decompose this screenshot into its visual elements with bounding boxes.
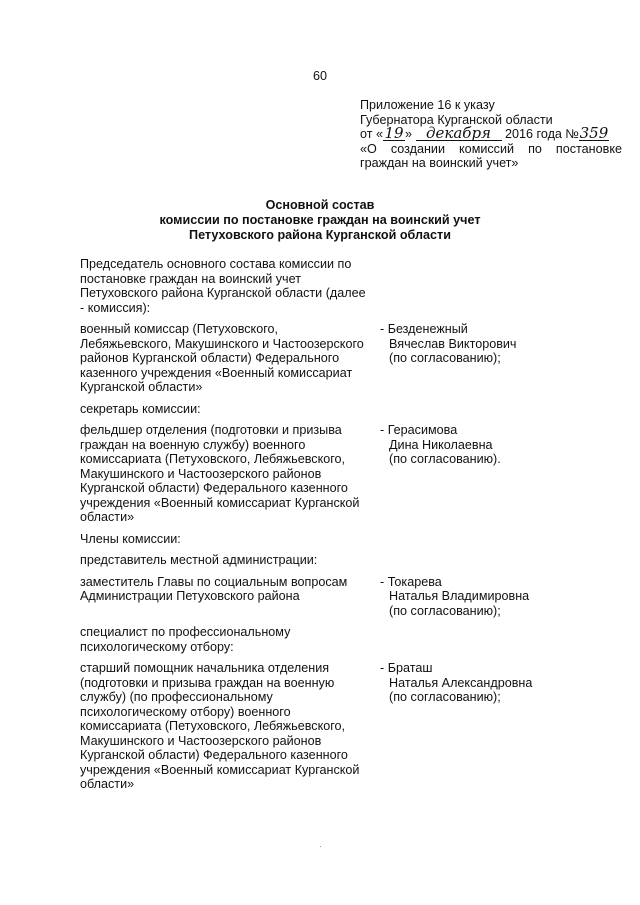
title-line-1: Основной состав [265, 198, 375, 212]
page-number: 60 [312, 69, 327, 83]
chairman-name: Вячеслав Викторович [389, 336, 517, 351]
members-heading: Члены комиссии: [80, 531, 181, 546]
chairman-position: военный комиссар (Петуховского, Лебяжьевского, Макушинского и Частоозерского районов Курганской области) Федерального казенного учреждения «Военный комиссариат Курганской области» [80, 322, 364, 394]
handwritten-day: 19 [384, 124, 404, 142]
chairman-surname: - Безденежный [380, 322, 468, 336]
deputy-surname: - Токарева [380, 574, 442, 589]
psych-heading: специалист по профессиональному психологическому отбору: [80, 625, 291, 654]
local-admin-heading: представитель местной администрации: [80, 553, 318, 567]
chairman-row [80, 322, 620, 395]
scan-speck [320, 846, 321, 847]
chairman-person [372, 322, 620, 395]
secretary-note: (по согласованию). [389, 452, 501, 466]
appendix-line-2: Губернатора Курганской области [360, 112, 553, 127]
psych-position: старший помощник начальника отделения (подготовки и призыва граждан на военную службу) (по профессиональному психологическому отбору) военного комиссариата (Петуховского, Лебяжьевского, Макушинского и Частоозерского районов Курганской области) Федерального казенного учреждения «Военный комиссариат Курганской области» [80, 661, 360, 791]
deputy-name: Наталья Владимировна [389, 589, 530, 603]
composition-list [80, 257, 620, 792]
deputy-row [80, 575, 620, 619]
document-title [0, 198, 640, 243]
secretary-person [372, 423, 620, 525]
deputy-person [372, 575, 620, 619]
chairman-heading: Председатель основного состава комиссии по постановке граждан на воинский учет Петуховского района Курганской области (далее - комиссия): [80, 257, 366, 315]
deputy-note: (по согласованию); [389, 603, 501, 618]
psych-person [372, 661, 620, 792]
secretary-heading: секретарь комиссии: [80, 401, 201, 416]
secretary-surname: - Герасимова [380, 423, 458, 437]
deputy-position: заместитель Главы по социальным вопросам Администрации Петуховского района [80, 574, 348, 603]
date-prefix: от « [360, 127, 383, 141]
date-mid: » [405, 127, 413, 141]
handwritten-month: декабря [416, 127, 502, 141]
title-line-2: комиссии по постановке граждан на воинский учет [159, 213, 481, 227]
secretary-row [80, 423, 620, 525]
psych-name: Наталья Александровна [389, 675, 533, 690]
secretary-name: Дина Николаевна [389, 437, 493, 452]
secretary-position: фельдшер отделения (подготовки и призыва граждан на военную службу) военного комиссариата (Петуховского, Лебяжьевского, Макушинского и Частоозерского районов Курганской области) Федерального казенного учреждения «Военный комиссариат Курганской области» [80, 423, 360, 524]
date-year: 2016 года № [505, 127, 579, 141]
handwritten-number: 359 [579, 124, 609, 142]
appendix-line-5: граждан на воинский учет» [360, 156, 519, 170]
psych-row [80, 661, 620, 792]
psych-note: (по согласованию); [389, 690, 501, 704]
title-line-3: Петуховского района Курганской области [189, 228, 451, 242]
appendix-line-1: Приложение 16 к указу [360, 98, 495, 112]
psych-surname: - Браташ [380, 661, 433, 675]
appendix-block [360, 98, 622, 171]
appendix-date-line [360, 124, 622, 142]
appendix-line-4: «О создании комиссий по постановке [360, 141, 622, 156]
chairman-note: (по согласованию); [389, 351, 501, 365]
